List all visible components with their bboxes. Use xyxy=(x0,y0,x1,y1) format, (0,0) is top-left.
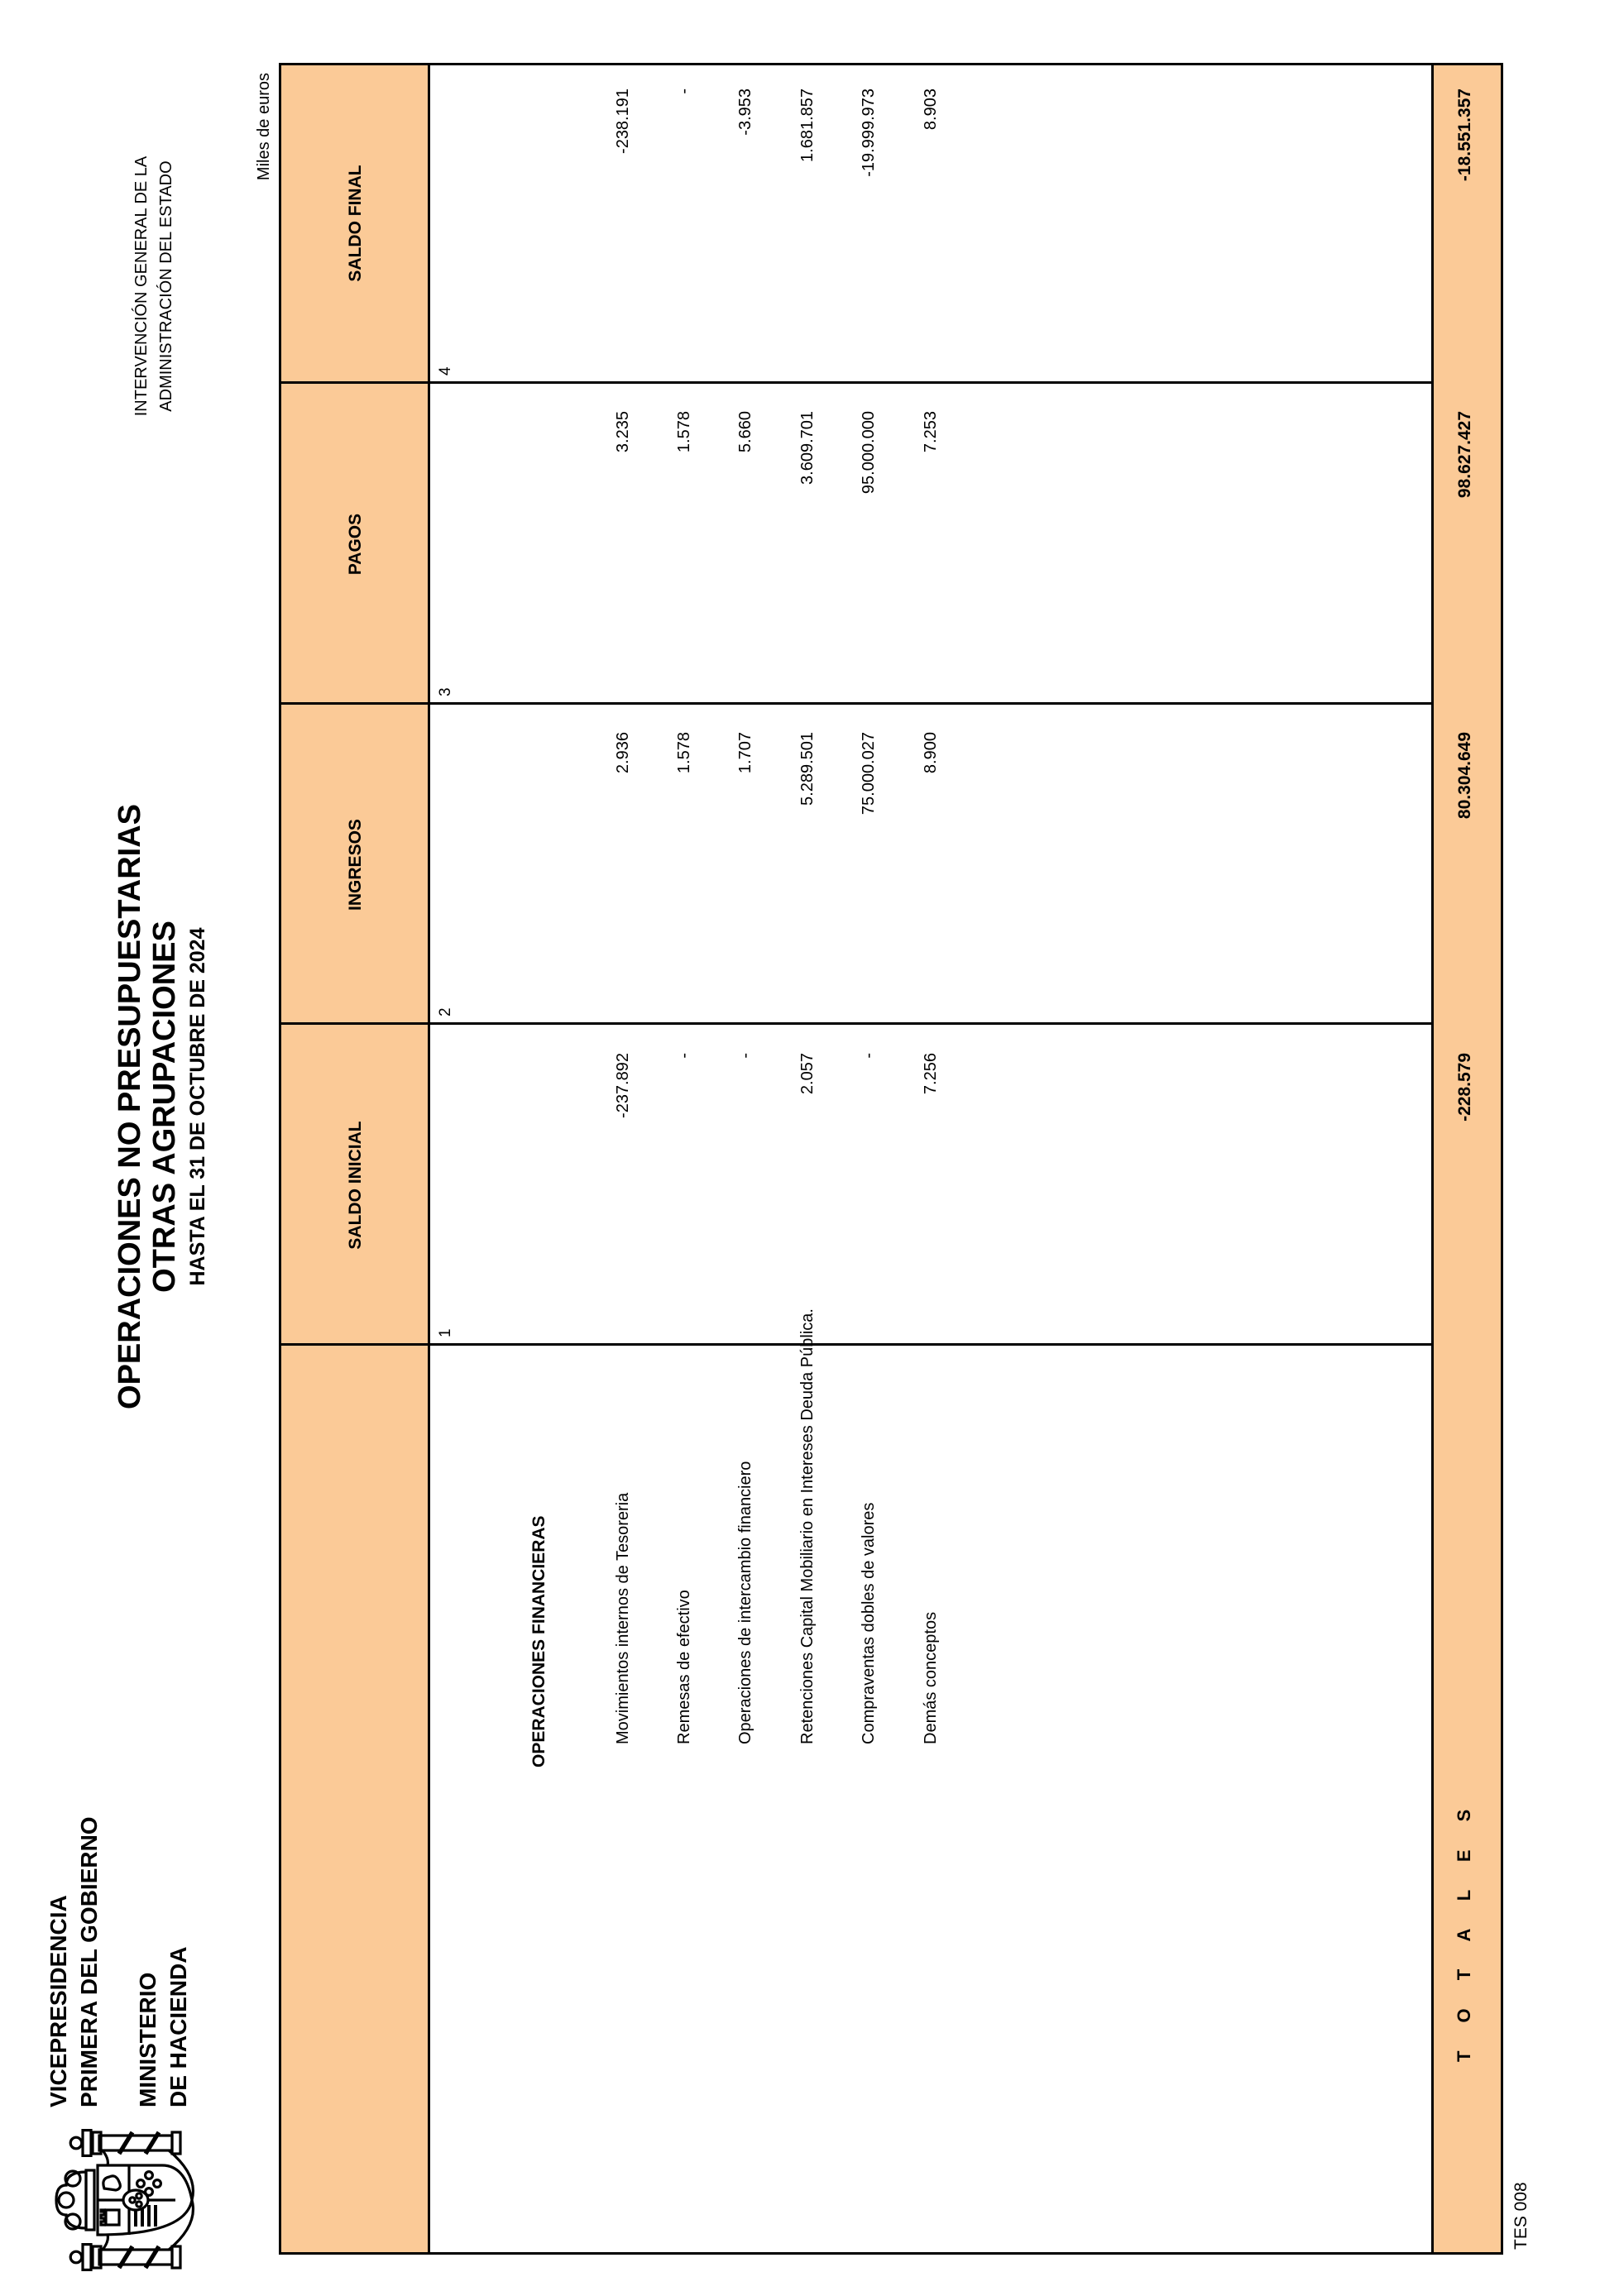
col-number-1: 1 xyxy=(437,1328,454,1337)
cell-saldo-inicial: - xyxy=(736,1053,755,1059)
agency-line-1: INTERVENCIÓN GENERAL DE LA xyxy=(132,155,151,417)
cell-saldo-final: -19.999.973 xyxy=(860,88,878,177)
row-label: Demás conceptos xyxy=(922,1611,940,1744)
cell-ingresos: 1.578 xyxy=(675,732,693,774)
cell-saldo-final: - xyxy=(675,88,693,94)
cell-saldo-inicial: - xyxy=(860,1053,878,1059)
cell-saldo-inicial: -237.892 xyxy=(614,1053,632,1118)
totals-label: T O T A L E S xyxy=(1454,1797,1474,2062)
col-number-2: 2 xyxy=(437,1007,454,1016)
totals-row xyxy=(1431,65,1501,2252)
cell-ingresos: 8.900 xyxy=(922,732,940,774)
col-number-3: 3 xyxy=(437,687,454,696)
cell-saldo-final: 1.681.857 xyxy=(798,88,817,162)
col-header-saldo-inicial: SALDO INICIAL xyxy=(346,1121,365,1250)
title-line-3: HASTA EL 31 DE OCTUBRE DE 2024 xyxy=(186,927,209,1286)
column-divider xyxy=(281,381,1501,384)
col-header-ingresos: INGRESOS xyxy=(346,819,365,911)
cell-pagos: 1.578 xyxy=(675,411,693,453)
row-label: Movimientos internos de Tesoreria xyxy=(614,1492,632,1744)
ministry-header xyxy=(43,1816,194,2107)
cell-pagos: 5.660 xyxy=(736,411,755,453)
total-saldo-final: -18.551.357 xyxy=(1455,88,1474,182)
total-pagos: 98.627.427 xyxy=(1455,411,1474,499)
operations-table xyxy=(279,63,1503,2255)
row-label: Compraventas dobles de valores xyxy=(860,1502,878,1744)
total-saldo-inicial: -228.579 xyxy=(1455,1053,1474,1122)
ministry-line-1: MINISTERIO xyxy=(135,1972,160,2107)
cell-pagos: 95.000.000 xyxy=(860,411,878,495)
cell-saldo-final: 8.903 xyxy=(922,88,940,131)
title-line-1: OPERACIONES NO PRESUPUESTARIAS xyxy=(113,804,147,1409)
title-line-2: OTRAS AGRUPACIONES xyxy=(147,921,182,1293)
row-label: Retenciones Capital Mobiliario en Intereses Deuda Pública. xyxy=(798,1308,817,1744)
ministry-line-2: DE HACIENDA xyxy=(165,1946,191,2107)
row-label: Operaciones de intercambio financiero xyxy=(736,1461,755,1744)
col-header-saldo-final: SALDO FINAL xyxy=(346,165,365,282)
cell-ingresos: 2.936 xyxy=(614,732,632,774)
cell-saldo-final: -238.191 xyxy=(614,88,632,154)
cell-pagos: 3.235 xyxy=(614,411,632,453)
gov-line-1: VICEPRESIDENCIA xyxy=(46,1895,71,2107)
form-code: TES 008 xyxy=(1511,2182,1531,2250)
spain-coat-of-arms-icon xyxy=(53,2129,218,2271)
row-label: Remesas de efectivo xyxy=(675,1590,693,1744)
column-divider xyxy=(281,702,1501,705)
cell-saldo-inicial: 2.057 xyxy=(798,1053,817,1095)
cell-ingresos: 75.000.027 xyxy=(860,732,878,816)
document-title xyxy=(113,486,213,1727)
column-divider xyxy=(281,1343,1501,1346)
cell-pagos: 7.253 xyxy=(922,411,940,453)
col-header-pagos: PAGOS xyxy=(346,513,365,576)
cell-ingresos: 5.289.501 xyxy=(798,732,817,806)
agency-header xyxy=(129,55,179,518)
cell-saldo-inicial: - xyxy=(675,1053,693,1059)
total-ingresos: 80.304.649 xyxy=(1455,732,1474,820)
cell-ingresos: 1.707 xyxy=(736,732,755,774)
cell-pagos: 3.609.701 xyxy=(798,411,817,485)
section-header: OPERACIONES FINANCIERAS xyxy=(529,1515,549,1767)
col-number-4: 4 xyxy=(437,366,454,375)
cell-saldo-final: -3.953 xyxy=(736,88,755,136)
gov-gap xyxy=(104,1816,132,2107)
gov-line-2: PRIMERA DEL GOBIERNO xyxy=(76,1816,102,2107)
agency-line-2: ADMINISTRACIÓN DEL ESTADO xyxy=(157,160,175,412)
units-label: Miles de euros xyxy=(255,73,273,181)
column-divider xyxy=(281,1022,1501,1025)
cell-saldo-inicial: 7.256 xyxy=(922,1053,940,1095)
